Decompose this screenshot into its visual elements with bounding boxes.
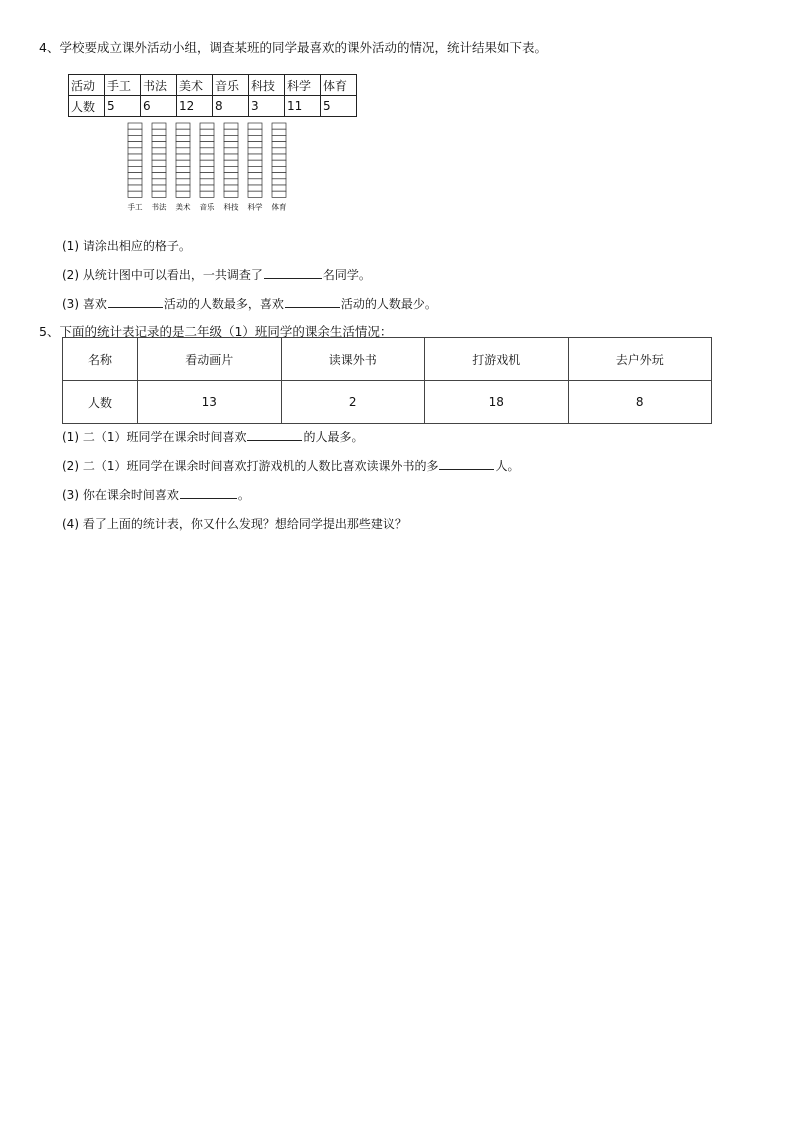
grid-cell[interactable] (224, 160, 238, 166)
table-cell: 6 (141, 96, 177, 117)
grid-cell[interactable] (176, 185, 190, 191)
grid-cell[interactable] (152, 160, 166, 166)
grid-column-1[interactable] (152, 123, 166, 197)
grid-cell[interactable] (272, 191, 286, 197)
q4-table (68, 74, 357, 117)
grid-cell[interactable] (224, 185, 238, 191)
grid-cell[interactable] (176, 148, 190, 154)
grid-cell[interactable] (224, 154, 238, 160)
table-cell: 体育 (321, 75, 357, 96)
grid-cell[interactable] (128, 148, 142, 154)
grid-cell[interactable] (200, 148, 214, 154)
grid-cell[interactable] (272, 173, 286, 179)
grid-cell[interactable] (200, 142, 214, 148)
grid-cell[interactable] (272, 129, 286, 135)
grid-cell[interactable] (128, 191, 142, 197)
grid-cell[interactable] (176, 173, 190, 179)
grid-column-4[interactable] (224, 123, 238, 197)
grid-cell[interactable] (272, 148, 286, 154)
q4-sub2 (62, 266, 371, 283)
grid-cell[interactable] (224, 191, 238, 197)
grid-cell[interactable] (176, 191, 190, 197)
q4-table-value-row (69, 96, 357, 117)
grid-cell[interactable] (176, 123, 190, 129)
grid-cell[interactable] (224, 135, 238, 141)
grid-cell[interactable] (224, 173, 238, 179)
table-cell: 活动 (69, 75, 105, 96)
q4-sub3-text-c: 活动的人数最少。 (340, 297, 437, 311)
q4-blank-grid-chart[interactable] (120, 120, 310, 216)
grid-cell[interactable] (128, 129, 142, 135)
q5-table (62, 337, 712, 424)
grid-cell[interactable] (200, 123, 214, 129)
grid-cell[interactable] (248, 191, 262, 197)
grid-column-label: 美术 (175, 202, 191, 212)
table-cell: 读课外书 (281, 338, 425, 381)
q5-sub3-text-b: 。 (237, 488, 250, 502)
grid-cell[interactable] (200, 154, 214, 160)
grid-cell[interactable] (152, 148, 166, 154)
q5-sub2 (62, 457, 519, 474)
grid-cell[interactable] (224, 142, 238, 148)
grid-cell[interactable] (176, 166, 190, 172)
q5-sub2-text-a: (2) 二（1）班同学在课余时间喜欢打游戏机的人数比喜欢读课外书的多 (62, 459, 439, 473)
grid-cell[interactable] (224, 123, 238, 129)
grid-column-3[interactable] (200, 123, 214, 197)
grid-cell[interactable] (176, 129, 190, 135)
q4-sub3-text-b: 活动的人数最多，喜欢 (163, 297, 284, 311)
table-cell: 人数 (63, 381, 138, 424)
table-cell: 手工 (105, 75, 141, 96)
grid-cell[interactable] (248, 173, 262, 179)
grid-cell[interactable] (152, 129, 166, 135)
grid-column-label: 书法 (151, 202, 167, 212)
grid-column-5[interactable] (248, 123, 262, 197)
grid-column-label: 科技 (223, 202, 239, 212)
grid-cell[interactable] (200, 179, 214, 185)
table-cell: 书法 (141, 75, 177, 96)
answer-blank[interactable] (285, 295, 340, 308)
table-cell: 8 (213, 96, 249, 117)
grid-cell[interactable] (152, 123, 166, 129)
grid-cell[interactable] (152, 185, 166, 191)
grid-cell[interactable] (272, 160, 286, 166)
answer-blank[interactable] (180, 486, 237, 499)
answer-blank[interactable] (439, 457, 494, 470)
q5-sub1-text-b: 的人最多。 (303, 430, 364, 444)
grid-cell[interactable] (152, 142, 166, 148)
table-cell: 5 (321, 96, 357, 117)
table-cell: 3 (249, 96, 285, 117)
q4-sub3 (62, 295, 437, 312)
grid-cell[interactable] (224, 129, 238, 135)
grid-cell[interactable] (248, 148, 262, 154)
grid-cell[interactable] (152, 135, 166, 141)
grid-cell[interactable] (128, 185, 142, 191)
grid-cell[interactable] (128, 160, 142, 166)
table-cell: 8 (568, 381, 712, 424)
grid-cell[interactable] (248, 142, 262, 148)
grid-cell[interactable] (176, 154, 190, 160)
grid-cell[interactable] (248, 185, 262, 191)
grid-column-label: 体育 (271, 202, 287, 212)
q4-sub2-text-a: (2) 从统计图中可以看出，一共调查了 (62, 268, 263, 282)
q4-sub2-text-b: 名同学。 (322, 268, 371, 282)
q5-sub2-text-b: 人。 (495, 459, 520, 473)
q5-table-header-row (63, 338, 712, 381)
q4-sub3-text-a: (3) 喜欢 (62, 297, 107, 311)
table-cell: 13 (138, 381, 282, 424)
grid-cell[interactable] (272, 179, 286, 185)
q4-table-header-row (69, 75, 357, 96)
grid-cell[interactable] (128, 166, 142, 172)
grid-cell[interactable] (272, 185, 286, 191)
q4-sub1: (1) 请涂出相应的格子。 (62, 239, 191, 253)
grid-cell[interactable] (200, 135, 214, 141)
grid-cell[interactable] (224, 179, 238, 185)
grid-cell[interactable] (128, 135, 142, 141)
grid-cell[interactable] (200, 191, 214, 197)
q5-sub3 (62, 486, 250, 503)
grid-cell[interactable] (200, 166, 214, 172)
grid-cell[interactable] (128, 123, 142, 129)
grid-cell[interactable] (224, 148, 238, 154)
grid-cell[interactable] (272, 123, 286, 129)
grid-cell[interactable] (200, 160, 214, 166)
grid-cell[interactable] (128, 154, 142, 160)
table-cell: 12 (177, 96, 213, 117)
table-cell: 11 (285, 96, 321, 117)
grid-cell[interactable] (272, 142, 286, 148)
grid-column-0[interactable] (128, 123, 142, 197)
table-cell: 打游戏机 (425, 338, 569, 381)
grid-cell[interactable] (200, 129, 214, 135)
table-cell: 科技 (249, 75, 285, 96)
grid-cell[interactable] (152, 191, 166, 197)
table-cell: 去户外玩 (568, 338, 712, 381)
q5-sub1 (62, 428, 363, 445)
grid-cell[interactable] (176, 160, 190, 166)
grid-cell[interactable] (128, 173, 142, 179)
answer-blank[interactable] (108, 295, 163, 308)
grid-cell[interactable] (248, 166, 262, 172)
grid-cell[interactable] (248, 135, 262, 141)
grid-cell[interactable] (248, 160, 262, 166)
q5-table-value-row (63, 381, 712, 424)
table-cell: 5 (105, 96, 141, 117)
table-cell: 美术 (177, 75, 213, 96)
grid-cell[interactable] (176, 179, 190, 185)
grid-cell[interactable] (272, 135, 286, 141)
q5-sub4: (4) 看了上面的统计表，你又什么发现？想给同学提出那些建议？ (62, 517, 407, 531)
q5-sub1-text-a: (1) 二（1）班同学在课余时间喜欢 (62, 430, 247, 444)
table-cell: 18 (425, 381, 569, 424)
grid-cell[interactable] (200, 185, 214, 191)
grid-cell[interactable] (176, 142, 190, 148)
grid-column-6[interactable] (272, 123, 286, 197)
grid-cell[interactable] (128, 179, 142, 185)
q4-title: 4、学校要成立课外活动小组，调查某班的同学最喜欢的课外活动的情况，统计结果如下表。 (39, 40, 547, 55)
grid-cell[interactable] (248, 123, 262, 129)
grid-cell[interactable] (128, 142, 142, 148)
grid-column-label: 科学 (247, 202, 263, 212)
grid-cell[interactable] (248, 154, 262, 160)
table-cell: 音乐 (213, 75, 249, 96)
grid-column-label: 手工 (127, 202, 143, 212)
answer-blank[interactable] (264, 266, 322, 279)
grid-cell[interactable] (176, 135, 190, 141)
q5-title: 5、下面的统计表记录的是二年级（1）班同学的课余生活情况： (39, 324, 393, 339)
grid-cell[interactable] (248, 179, 262, 185)
grid-cell[interactable] (272, 166, 286, 172)
table-cell: 名称 (63, 338, 138, 381)
grid-cell[interactable] (200, 173, 214, 179)
grid-cell[interactable] (152, 179, 166, 185)
grid-cell[interactable] (152, 166, 166, 172)
table-cell: 人数 (69, 96, 105, 117)
table-cell: 看动画片 (138, 338, 282, 381)
grid-cell[interactable] (152, 173, 166, 179)
q5-sub3-text-a: (3) 你在课余时间喜欢 (62, 488, 179, 502)
grid-cell[interactable] (272, 154, 286, 160)
grid-cell[interactable] (152, 154, 166, 160)
grid-cell[interactable] (248, 129, 262, 135)
table-cell: 科学 (285, 75, 321, 96)
grid-column-2[interactable] (176, 123, 190, 197)
answer-blank[interactable] (247, 428, 302, 441)
table-cell: 2 (281, 381, 425, 424)
grid-column-label: 音乐 (199, 202, 215, 212)
grid-cell[interactable] (224, 166, 238, 172)
